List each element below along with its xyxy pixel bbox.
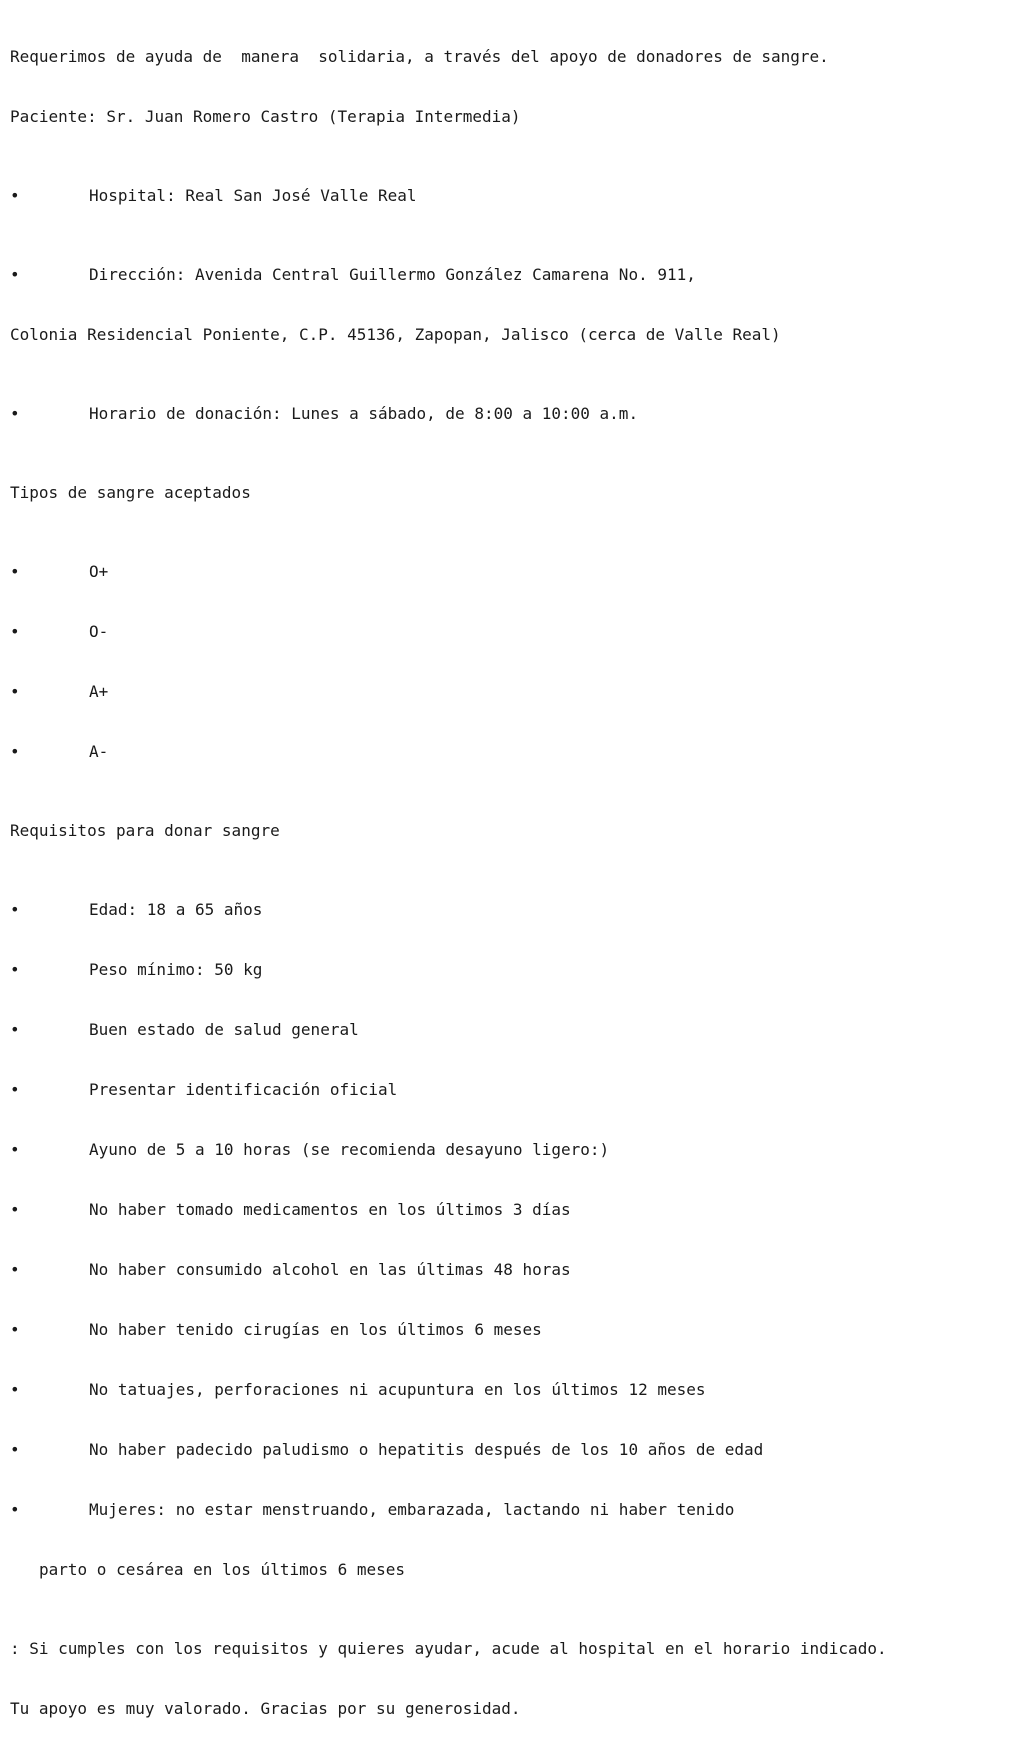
requirement-text: Mujeres: no estar menstruando, embarazada, lactando ni haber tenido: [89, 1500, 735, 1519]
bullet-icon: •: [10, 404, 20, 423]
hospital-item: [10, 185, 887, 207]
address-continuation: Colonia Residencial Poniente, C.P. 45136, Zapopan, Jalisco (cerca de Valle Real): [10, 325, 781, 344]
requirement-item: [10, 1439, 887, 1461]
blood-type-item: [10, 621, 887, 643]
requirement-item: [10, 1499, 887, 1521]
requirement-text: Edad: 18 a 65 años: [89, 900, 263, 919]
requirement-continuation: parto o cesárea en los últimos 6 meses: [39, 1560, 406, 1579]
document-body: [10, 8, 887, 1739]
schedule-text: Horario de donación: Lunes a sábado, de 8:00 a 10:00 a.m.: [89, 404, 639, 423]
blood-type-item: [10, 561, 887, 583]
bullet-icon: •: [10, 742, 20, 761]
address-item: [10, 264, 887, 286]
intro-line: Requerimos de ayuda de manera solidaria, a través del apoyo de donadores de sangre.: [10, 47, 829, 66]
bullet-icon: •: [10, 622, 20, 641]
bullet-icon: •: [10, 1320, 20, 1339]
bullet-icon: •: [10, 900, 20, 919]
bullet-icon: •: [10, 1260, 20, 1279]
requirement-text: No haber tenido cirugías en los últimos 6 meses: [89, 1320, 542, 1339]
requirement-text: No haber consumido alcohol en las últimas 48 horas: [89, 1260, 571, 1279]
blood-type-text: A+: [89, 682, 109, 701]
requirement-item: [10, 1259, 887, 1281]
closing-line: : Si cumples con los requisitos y quieres ayudar, acude al hospital en el horario indicado.: [10, 1639, 887, 1658]
bullet-icon: •: [10, 1380, 20, 1399]
blood-types-heading: Tipos de sangre aceptados: [10, 483, 251, 502]
requirements-heading: Requisitos para donar sangre: [10, 821, 280, 840]
requirement-text: No tatuajes, perforaciones ni acupuntura en los últimos 12 meses: [89, 1380, 706, 1399]
requirement-item: [10, 1199, 887, 1221]
requirement-text: Ayuno de 5 a 10 horas (se recomienda desayuno ligero:): [89, 1140, 610, 1159]
blood-type-item: [10, 741, 887, 763]
requirement-item: [10, 1319, 887, 1341]
bullet-icon: •: [10, 1080, 20, 1099]
bullet-icon: •: [10, 265, 20, 284]
patient-line: Paciente: Sr. Juan Romero Castro (Terapia Intermedia): [10, 107, 521, 126]
bullet-icon: •: [10, 1200, 20, 1219]
requirement-item: [10, 1079, 887, 1101]
requirement-text: Presentar identificación oficial: [89, 1080, 398, 1099]
requirement-item: [10, 1379, 887, 1401]
blood-type-text: O-: [89, 622, 109, 641]
requirement-item: [10, 1019, 887, 1041]
bullet-icon: •: [10, 1020, 20, 1039]
requirement-text: No haber tomado medicamentos en los últimos 3 días: [89, 1200, 571, 1219]
hospital-text: Hospital: Real San José Valle Real: [89, 186, 417, 205]
address-text: Dirección: Avenida Central Guillermo González Camarena No. 911,: [89, 265, 696, 284]
bullet-icon: •: [10, 562, 20, 581]
requirement-item: [10, 1139, 887, 1161]
bullet-icon: •: [10, 960, 20, 979]
requirement-text: Buen estado de salud general: [89, 1020, 359, 1039]
bullet-icon: •: [10, 682, 20, 701]
bullet-icon: •: [10, 1500, 20, 1519]
requirement-text: Peso mínimo: 50 kg: [89, 960, 263, 979]
blood-type-text: A-: [89, 742, 109, 761]
bullet-icon: •: [10, 1140, 20, 1159]
requirement-item: [10, 959, 887, 981]
bullet-icon: •: [10, 1440, 20, 1459]
blood-type-text: O+: [89, 562, 109, 581]
schedule-item: [10, 403, 887, 425]
blood-type-item: [10, 681, 887, 703]
closing-thanks: Tu apoyo es muy valorado. Gracias por su generosidad.: [10, 1699, 521, 1718]
requirement-item: [10, 899, 887, 921]
bullet-icon: •: [10, 186, 20, 205]
requirement-text: No haber padecido paludismo o hepatitis después de los 10 años de edad: [89, 1440, 764, 1459]
